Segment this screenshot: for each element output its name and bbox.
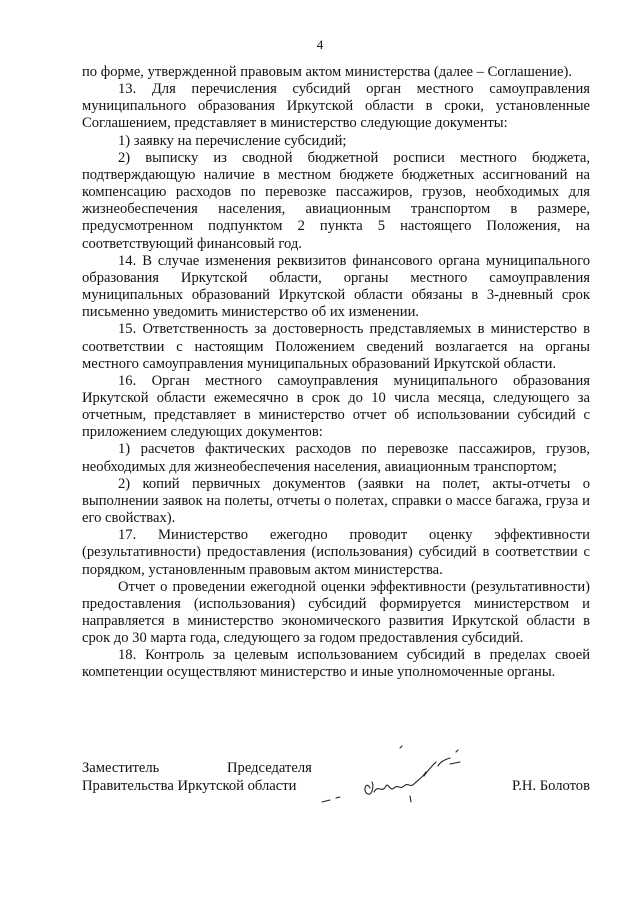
paragraph-17: 17. Министерство ежегодно проводит оценку эффективности (результативности) предоставления (использования) субсидий в соответствии с порядком, установленным правовым актом министерства. [82,527,590,578]
paragraph-13-item-2: 2) выписку из сводной бюджетной росписи местного бюджета, подтверждающую наличие в местном бюджете бюджетных ассигнований на компенсацию расходов по перевозке пассажиров, грузов, необходимых для жизнеобеспечения населения, авиационным транспортом в размере, предусмотренном подпунктом 2 пункта 5 настоящего Положения, на соответствующий финансовый год. [82,149,590,252]
paragraph-15: 15. Ответственность за достоверность представляемых в министерство в соответствии с настоящим Положением сведений возлагается на органы местного самоуправления муниципальных образований Иркутской области. [82,321,590,372]
paragraph-13: 13. Для перечисления субсидий орган местного самоуправления муниципального образования Иркутской области в сроки, установленные Соглашением, представляет в министерство следующие документы: [82,81,590,132]
signatory-title-word-2: Председателя [227,760,312,776]
document-body [82,64,590,682]
paragraph-16-item-2: 2) копий первичных документов (заявки на полет, акты-отчеты о выполнении заявок на полеты, отчеты о полетах, справки о массе багажа, груза и его свойствах). [82,475,590,527]
signatory-title-word-1: Заместитель [82,760,160,776]
paragraph-16-item-1: 1) расчетов фактических расходов по перевозке пассажиров, грузов, необходимых для жизнеобеспечения населения, авиационным транспортом; [82,441,590,475]
paragraph-18: 18. Контроль за целевым использованием субсидий в пределах своей компетенции осуществляют министерство и иные уполномоченные органы. [82,647,590,681]
signatory-title-line-2: Правительства Иркутской области [82,778,297,794]
signatory-name: Р.Н. Болотов [511,778,590,794]
paragraph-13-item-1: 1) заявку на перечисление субсидий; [118,132,347,149]
page-number: 4 [316,37,324,52]
paragraph-16: 16. Орган местного самоуправления муниципального образования Иркутской области ежемесячно в срок до 10 числа месяца, следующего за отчетным, представляет в министерство отчет об использовании субсидий с приложением следующих документов: [82,372,590,441]
paragraph-14: 14. В случае изменения реквизитов финансового органа муниципального образования Иркутской области, органы местного самоуправления муниципальных образований Иркутской области обязаны в 3-дневный срок письменно уведомить министерство об их изменении. [82,252,590,321]
paragraph-17-report: Отчет о проведении ежегодной оценки эффективности (результативности) предоставления (использования) субсидий формируется министерством и направляется в министерство экономического развития Иркутской области в срок до 30 марта года, следующего за годом предоставления субсидий. [82,578,590,647]
paragraph-12-continuation: по форме, утвержденной правовым актом министерства (далее – Соглашение). [82,64,572,80]
handwritten-signature [300,740,480,820]
